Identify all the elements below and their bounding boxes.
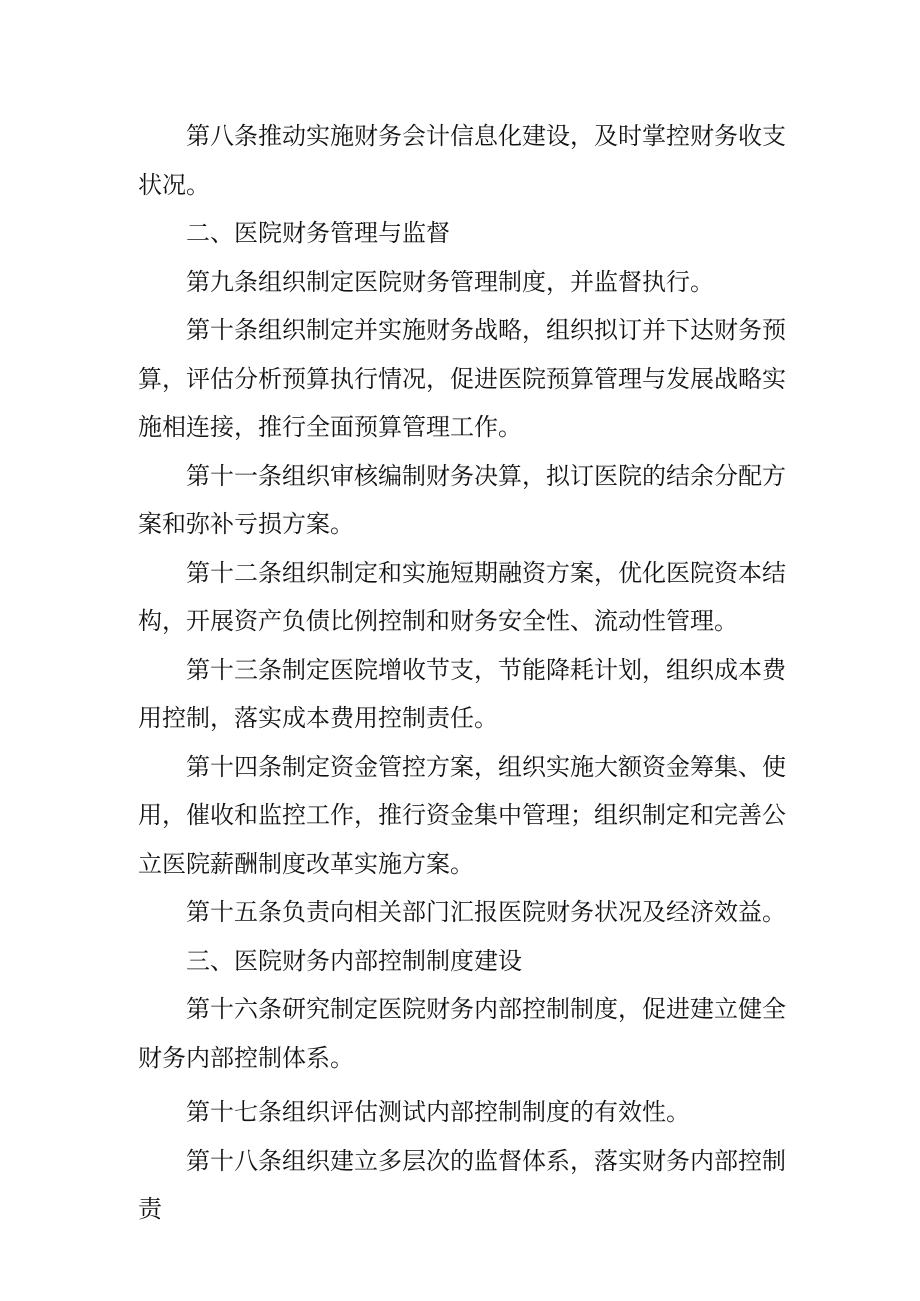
- paragraph-article-17: 第十七条组织评估测试内部控制制度的有效性。: [186, 1098, 690, 1126]
- section-heading-3: 三、医院财务内部控制制度建设: [186, 946, 522, 975]
- paragraph-article-11: 第十一条组织审核编制财务决算，拟订医院的结余分配方案和弥补亏损方案。: [138, 461, 786, 538]
- paragraph-article-14: 第十四条制定资金管控方案，组织实施大额资金筹集、使用，催收和监控工作，推行资金集中管理；组织制定和完善公立医院薪酬制度改革实施方案。: [138, 752, 786, 878]
- document-body: [138, 112, 786, 1234]
- paragraph-article-10: 第十条组织制定并实施财务战略，组织拟订并下达财务预算，评估分析预算执行情况，促进医院预算管理与发展战略实施相连接，推行全面预算管理工作。: [138, 316, 786, 441]
- paragraph-article-18: 第十八条组织建立多层次的监督体系，落实财务内部控制责: [138, 1146, 786, 1223]
- paragraph-article-13: 第十三条制定医院增收节支，节能降耗计划，组织成本费用控制，落实成本费用控制责任。: [138, 655, 786, 732]
- paragraph-article-15: 第十五条负责向相关部门汇报医院财务状况及经济效益。: [186, 898, 786, 926]
- paragraph-article-12: 第十二条组织制定和实施短期融资方案，优化医院资本结构，开展资产负债比例控制和财务安全性、流动性管理。: [138, 558, 786, 635]
- section-heading-2: 二、医院财务管理与监督: [186, 219, 450, 247]
- paragraph-article-9: 第九条组织制定医院财务管理制度，并监督执行。: [186, 267, 714, 296]
- paragraph-article-8: 第八条推动实施财务会计信息化建设，及时掌控财务收支状况。: [138, 122, 786, 199]
- paragraph-article-16: 第十六条研究制定医院财务内部控制制度，促进建立健全财务内部控制体系。: [138, 995, 786, 1072]
